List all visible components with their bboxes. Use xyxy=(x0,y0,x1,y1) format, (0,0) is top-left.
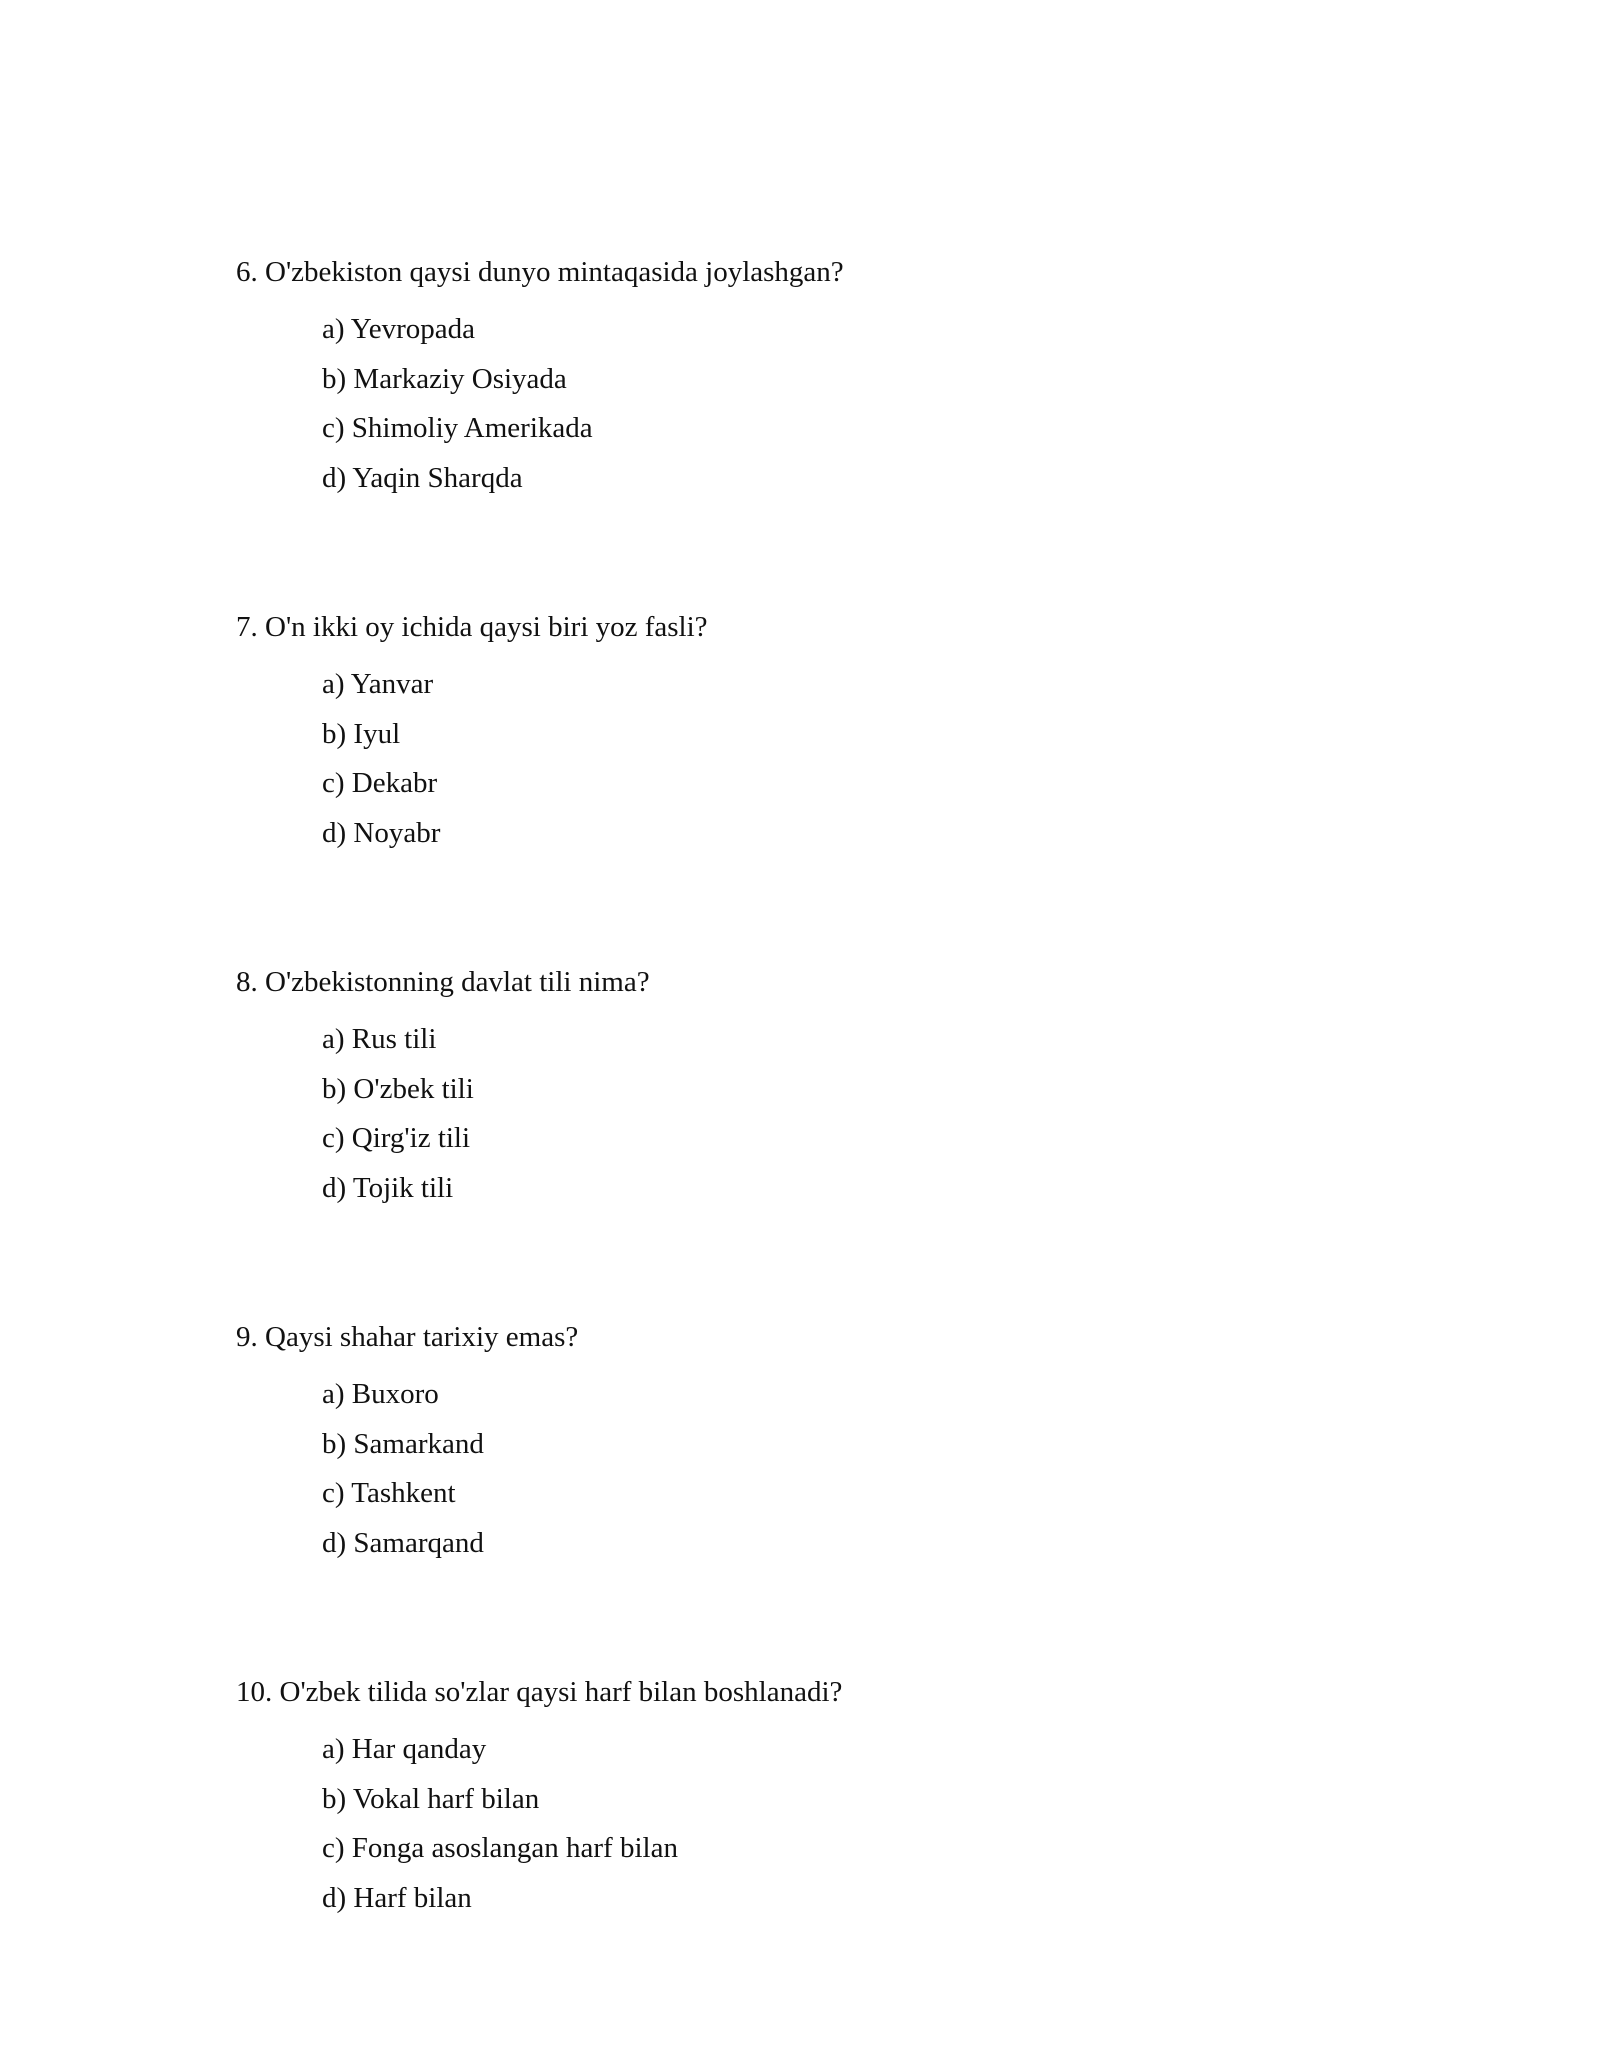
answer-option-c: c) Qirg'iz tili xyxy=(322,1122,471,1154)
answer-option-c: c) Dekabr xyxy=(322,767,438,799)
question-text: 10. O'zbek tilida so'zlar qaysi harf bilan boshlanadi? xyxy=(236,1676,843,1708)
answer-option-d: d) Samarqand xyxy=(322,1526,484,1559)
answer-options xyxy=(236,664,1436,862)
question-10 xyxy=(236,1672,1436,1927)
answer-option-b: b) Markaziy Osiyada xyxy=(322,362,567,395)
answer-option-d: d) Noyabr xyxy=(322,816,441,849)
question-text: 7. O'n ikki oy ichida qaysi biri yoz fasli? xyxy=(236,611,708,643)
question-8 xyxy=(236,962,1436,1217)
answer-option-b: b) Iyul xyxy=(322,717,401,750)
answer-option-c: c) Tashkent xyxy=(322,1477,456,1509)
answer-option-d: d) Tojik tili xyxy=(322,1171,454,1204)
answer-option-b: b) O'zbek tili xyxy=(322,1072,474,1105)
answer-option-a: a) Buxoro xyxy=(322,1378,439,1410)
question-text: 6. O'zbekiston qaysi dunyo mintaqasida joylashgan? xyxy=(236,256,844,288)
answer-options xyxy=(236,1019,1436,1217)
answer-option-c: c) Shimoliy Amerikada xyxy=(322,412,593,444)
answer-options xyxy=(236,1729,1436,1927)
answer-option-a: a) Har qanday xyxy=(322,1733,487,1765)
quiz-questions xyxy=(236,252,1436,2027)
question-6 xyxy=(236,252,1436,507)
question-text: 8. O'zbekistonning davlat tili nima? xyxy=(236,966,650,998)
answer-option-a: a) Yevropada xyxy=(322,313,476,345)
answer-option-c: c) Fonga asoslangan harf bilan xyxy=(322,1832,678,1864)
answer-options xyxy=(236,1374,1436,1572)
answer-options xyxy=(236,309,1436,507)
answer-option-b: b) Vokal harf bilan xyxy=(322,1782,540,1815)
question-7 xyxy=(236,607,1436,862)
answer-option-a: a) Yanvar xyxy=(322,668,434,700)
answer-option-d: d) Yaqin Sharqda xyxy=(322,461,523,494)
question-text: 9. Qaysi shahar tarixiy emas? xyxy=(236,1321,579,1353)
question-9 xyxy=(236,1317,1436,1572)
answer-option-a: a) Rus tili xyxy=(322,1023,437,1055)
answer-option-b: b) Samarkand xyxy=(322,1427,484,1460)
answer-option-d: d) Harf bilan xyxy=(322,1881,472,1914)
